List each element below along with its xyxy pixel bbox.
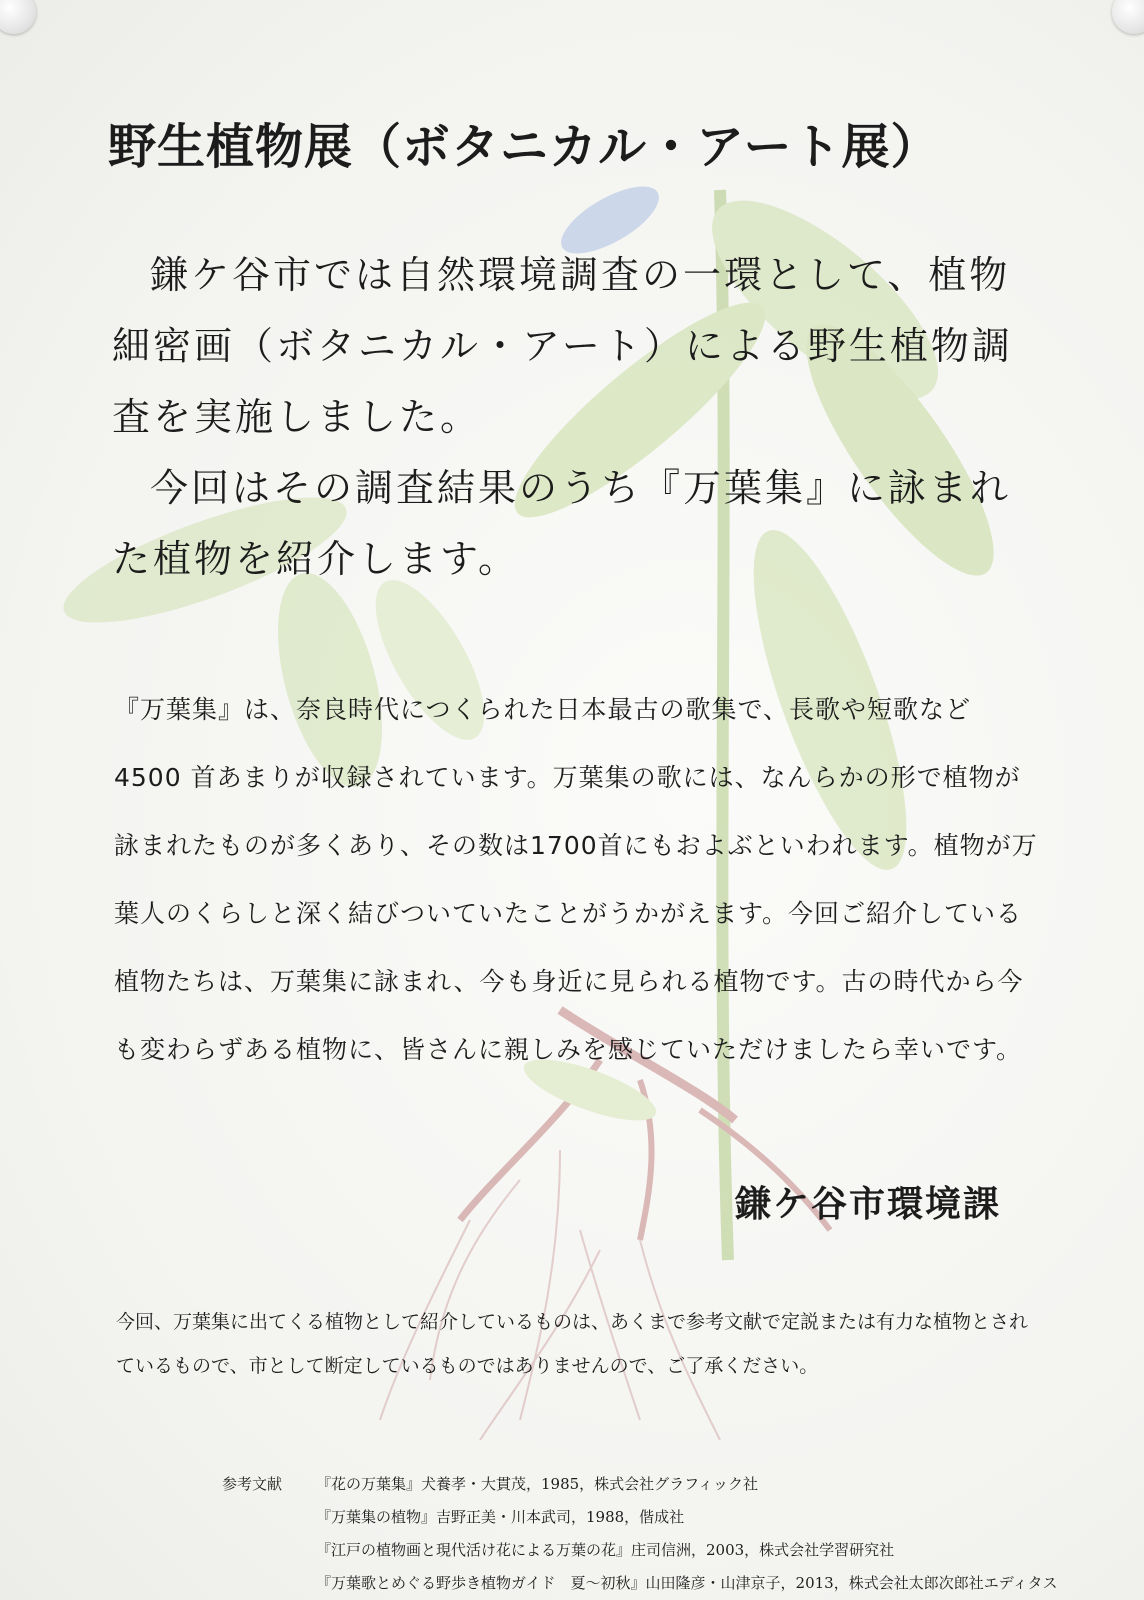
disclaimer-text: 今回、万葉集に出てくる植物として紹介しているものは、あくまで参考文献で定説または有力な植物とされているもので、市として断定しているものではありませんので、ご了承ください。 [116,1311,1029,1377]
lead-paragraph-1: 鎌ケ谷市では自然環境調査の一環として、植物細密画（ボタニカル・アート）による野生植物調査を実施しました。 [112,253,1013,439]
references-label: 参考文献 [222,1475,283,1493]
lead-paragraph-2: 今回はその調査結果のうち『万葉集』に詠まれた植物を紹介します。 [112,466,1012,581]
reference-item: 『花の万葉集』犬養孝・大貫茂，1985，株式会社グラフィック社 [316,1475,758,1493]
body-paragraph: 『万葉集』は、奈良時代につくられた日本最古の歌集で、長歌や短歌など 4500 首あまりが収録されています。万葉集の歌には、なんらかの形で植物が詠まれたものが多くあり、その数は1700首にもおよぶといわれます。植物が万葉人のくらしと深く結びついていたことがうかがえます。今回ご紹介している植物たちは、万葉集に詠まれ、今も身近に見られる植物です。古の時代から今も変わらずある植物に、皆さんに親しみを感じていただけましたら幸いです。 [114,695,1038,1064]
disclaimer-note [116,1300,1046,1388]
page-title: 野生植物展（ボタニカル・アート展） [108,119,940,175]
body-text [114,676,1044,1084]
references-list [316,1468,1058,1600]
signature: 鎌ケ谷市環境課 [735,1184,1002,1225]
reference-item: 『江戸の植物画と現代活け花による万葉の花』庄司信洲，2003，株式会社学習研究社 [316,1541,895,1559]
reference-item: 『万葉集の植物』吉野正美・川本武司，1988，偕成社 [316,1508,685,1526]
reference-item: 『万葉歌とめぐる野歩き植物ガイド 夏〜初秋』山田隆彦・山津京子，2013，株式会社太郎次郎社エディタス [316,1574,1058,1592]
lead-paragraphs [112,240,1042,595]
